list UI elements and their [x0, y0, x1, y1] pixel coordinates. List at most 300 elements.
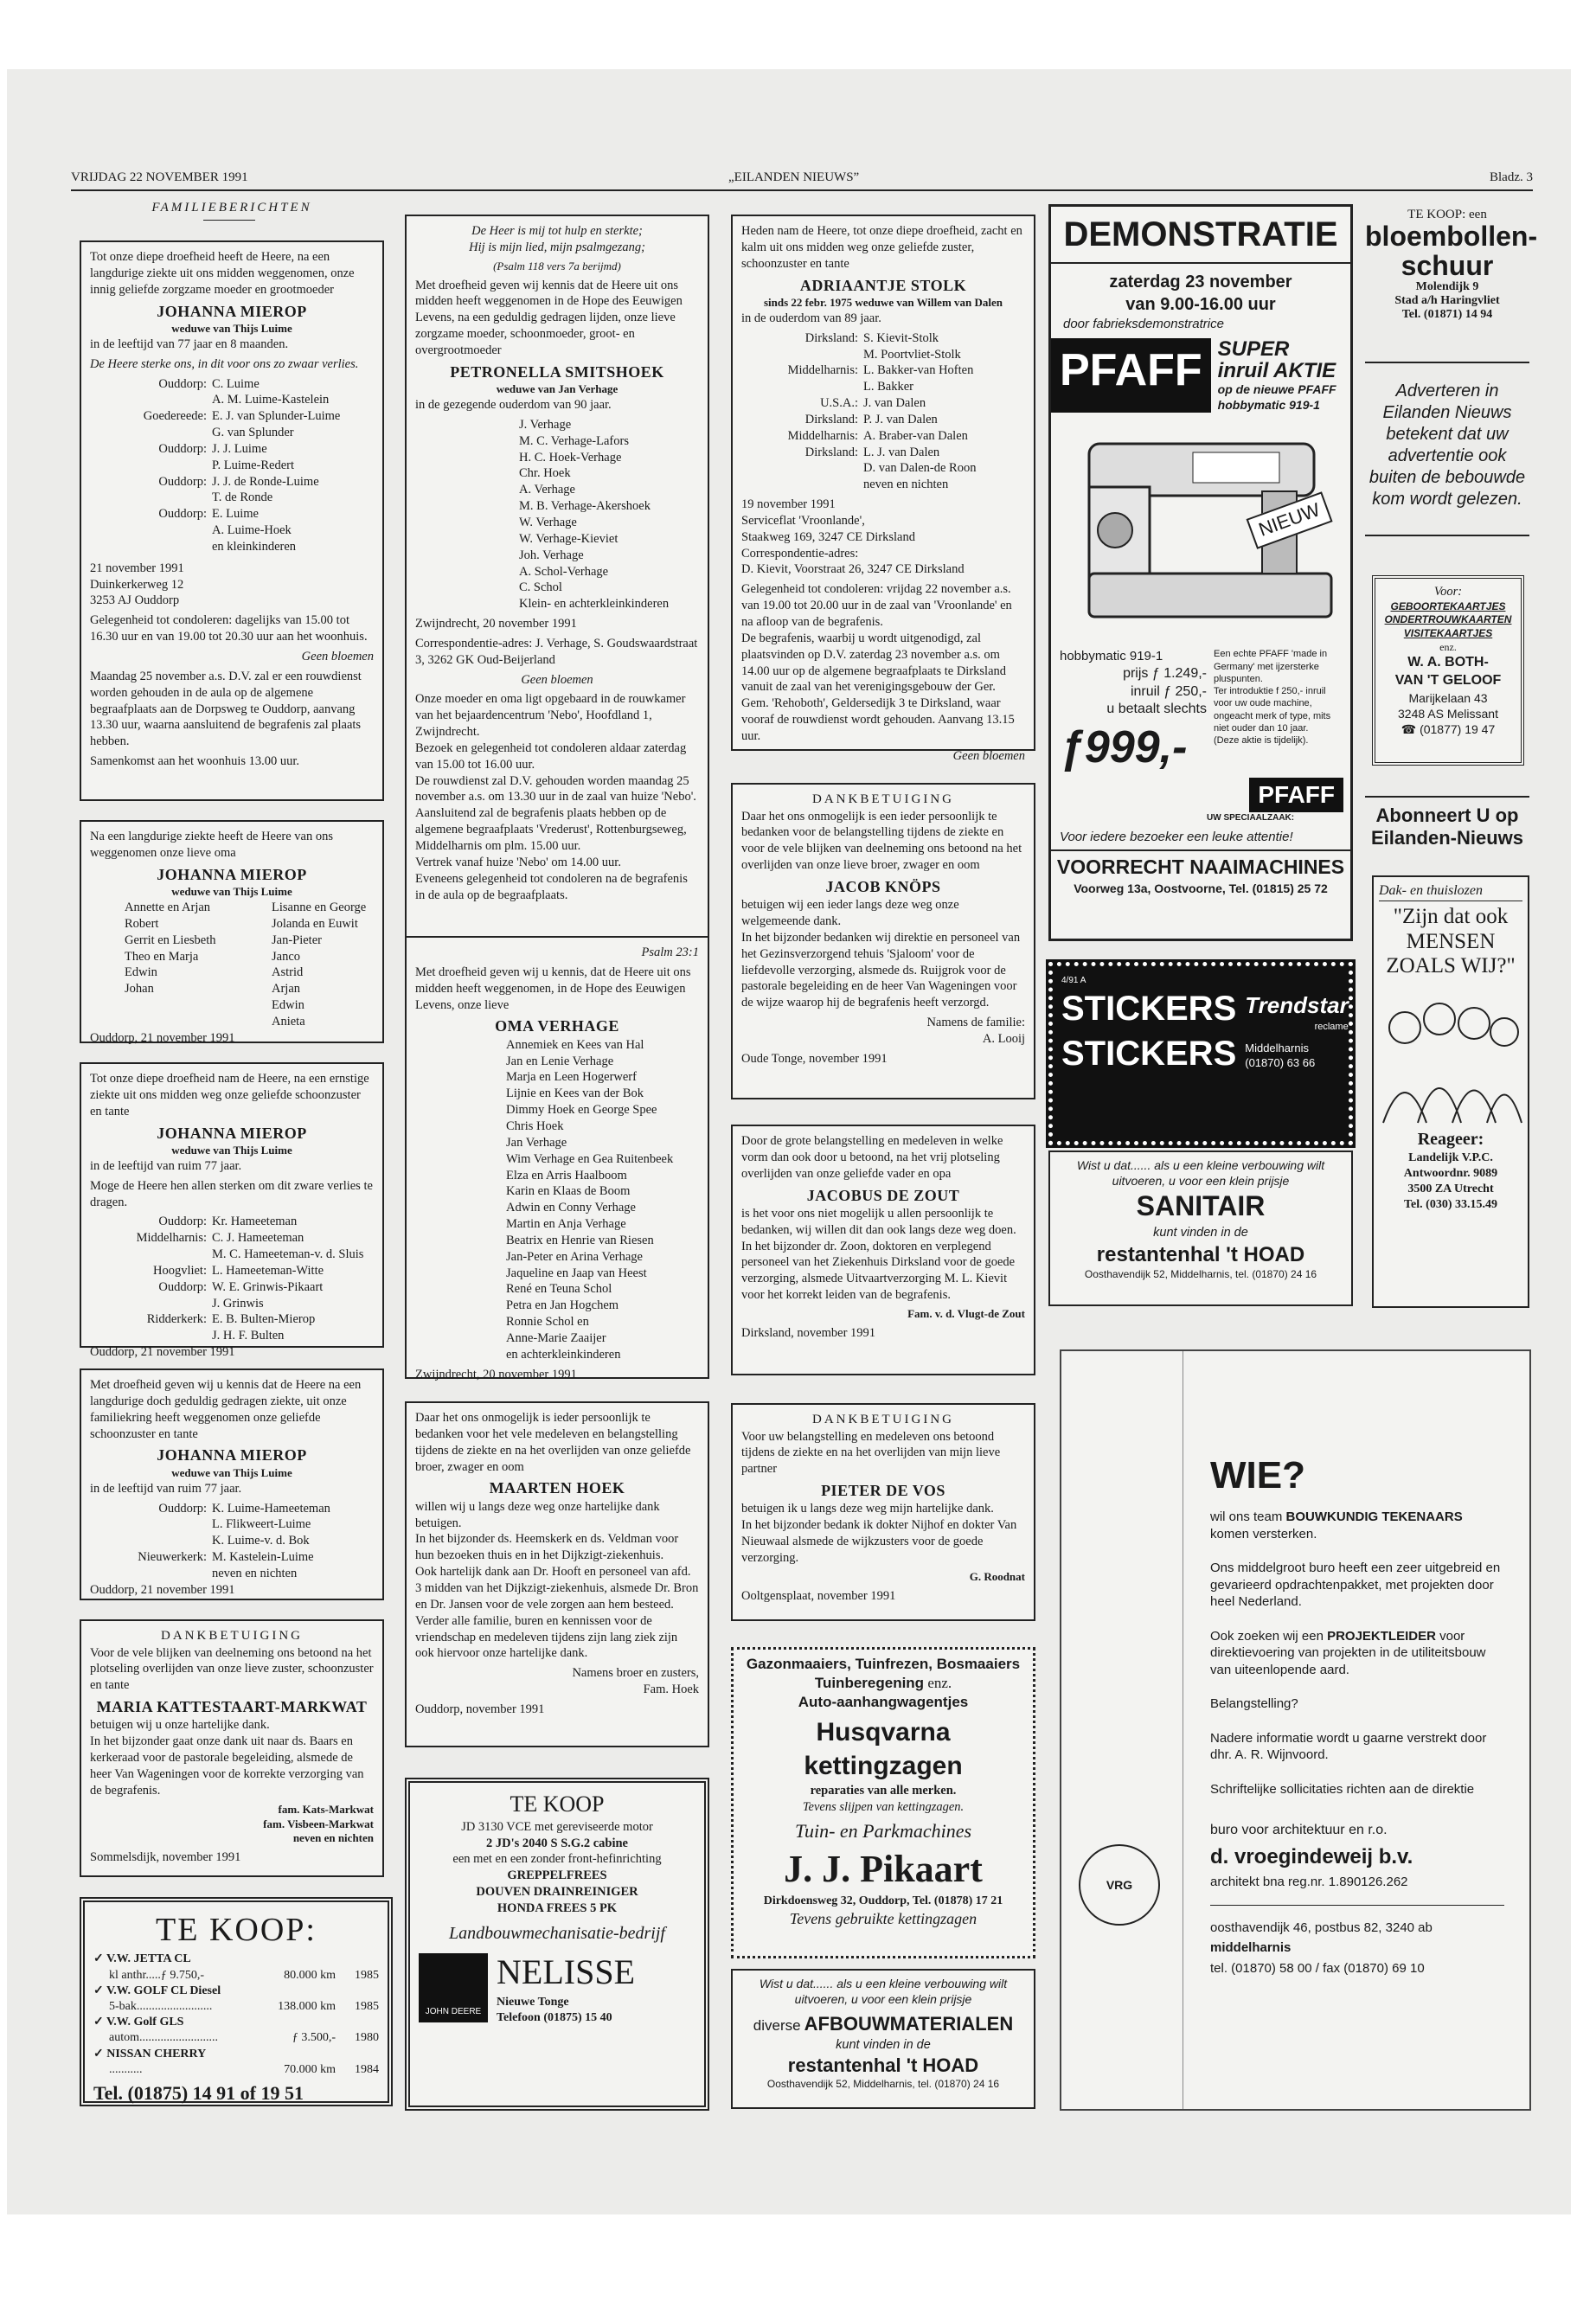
for-sale-cars — [80, 1897, 393, 2106]
family-place: Ouddorp: — [158, 1215, 207, 1229]
family-place: Ouddorp: — [158, 376, 207, 391]
family-names: L. Bakker-van Hoften — [863, 363, 974, 378]
family-row — [90, 1230, 374, 1247]
car-name: ✓ V.W. JETTA CL — [93, 1952, 191, 1966]
acknowledgement-knops — [731, 783, 1035, 1099]
price: ƒ999,- — [1060, 722, 1188, 773]
family-row — [90, 490, 374, 506]
shop-address: Voorweg 13a, Oostvoorne, Tel. (01815) 25 72 — [1074, 881, 1328, 895]
flowers-note: Geen bloemen — [952, 748, 1025, 763]
verse-ref: (Psalm 118 vers 7a berijmd) — [493, 259, 621, 272]
family-row — [90, 408, 374, 425]
car-km: 80.000 km — [284, 1968, 336, 1982]
buro-phone: tel. (01870) 58 00 / fax (01870) 69 10 — [1210, 1960, 1425, 1976]
family-names: M. Kastelein-Luime — [212, 1550, 314, 1565]
find-line: kunt vinden in de — [836, 2037, 931, 2052]
obituary-stolk — [731, 215, 1035, 763]
intro: Daar het ons onmogelijk is ieder persoonlijk te bedanken voor het vele medeleven en belangstelling tijdens de ziekte en na het overlijden van onze geliefde broer, zwager en oom — [415, 1411, 691, 1474]
signature: Namens de familie: A. Looij — [926, 1016, 1025, 1047]
pfaff-logo-2: PFAFF — [1249, 778, 1343, 812]
family-names: J. H. F. Bulten — [212, 1329, 285, 1343]
signature: Namens broer en zusters, Fam. Hoek — [572, 1666, 699, 1697]
family-list — [90, 1501, 374, 1582]
car-km: 70.000 km — [284, 2062, 336, 2076]
super-inruil: SUPER inruil AKTIE — [1217, 336, 1336, 382]
pikaart-ad — [731, 1647, 1035, 1958]
family-names: M. Poortvliet-Stolk — [863, 347, 961, 362]
company-name: J. J. Pikaart — [784, 1847, 983, 1890]
family-names: C. J. Hameeteman — [212, 1231, 304, 1246]
products-line-3: Auto-aanhangwagentjes — [798, 1694, 969, 1711]
wie-interest: Belangstelling? — [1210, 1696, 1298, 1712]
wie-line1a: wil ons team — [1210, 1509, 1283, 1525]
family-place: Dirksland: — [804, 330, 858, 345]
obituary-mierop-3 — [80, 1062, 384, 1360]
family-row — [741, 330, 1025, 347]
advertise-promo: Adverteren in Eilanden Nieuws betekent dat uw advertentie ook buiten de bebouwde kom wordt gelezen. — [1365, 381, 1529, 536]
car-item — [93, 1952, 379, 1983]
wie-role-2: PROJEKTLEIDER — [1327, 1628, 1436, 1644]
address: 21 november 1991 Duinkerkerweg 12 3253 AJ Ouddorp — [90, 561, 184, 608]
family-row — [90, 506, 374, 522]
age: in de leeftijd van ruim 77 jaar. — [90, 1158, 242, 1173]
family-names: neven en nichten — [212, 1566, 298, 1580]
family-names: J. Grinwis — [212, 1296, 264, 1311]
family-place — [90, 1247, 212, 1263]
ack-title: DANKBETUIGING — [161, 1629, 303, 1643]
family-row — [90, 1549, 374, 1566]
body: Onze moeder en oma ligt opgebaard in de rouwkamer van het bejaardencentrum 'Nebo', Hoofdland 1, Zwijndrecht. Bezoek en gelegenheid tot condoleren aldaar zaterdag van 15.00 tot 16.00 uur. De rouwdienst zal D.V. gehouden worden maandag 25 november a.s. om 13.30 uur in de zaal van huize 'Nebo'. Aansluitend zal de begrafenis plaats hebben op de algemene begraafplaats 'Vrederust', Rottenburgseweg, Middelharnis om plm. 15.00 uur. Vertrek vanaf huize 'Nebo' om 14.00 uur. Eveneens gelegenheid tot condoleren na de begrafenis in de aula op de begraafplaats. — [415, 692, 696, 902]
intro: Wist u dat...... als u een kleine verbouwing wilt uitvoeren, u voor een klein prijsje — [759, 1977, 1008, 2007]
family-row — [90, 392, 374, 408]
acknowledgement-hoek — [405, 1401, 709, 1747]
grandchildren-left: Annette en Arjan Robert Gerrit en Liesbeth Theo en Marja Edwin Johan — [125, 900, 216, 997]
family-place — [90, 392, 212, 408]
page-header — [71, 170, 1533, 191]
car-detail: kl anthr.....ƒ 9.750,- — [109, 1968, 205, 1982]
family-names: K. Luime-v. d. Bok — [212, 1534, 310, 1548]
family-row — [90, 539, 374, 555]
section-title: FAMILIEBERICHTEN — [151, 201, 312, 215]
acknowledgement-de-zout — [731, 1125, 1035, 1375]
products-line: Gazonmaaiers, Tuinfrezen, Bosmaaiers — [746, 1656, 1021, 1672]
car-detail: ........... — [109, 2062, 143, 2076]
car-item — [93, 1984, 379, 2015]
products-line-2-suffix: enz. — [927, 1675, 952, 1692]
wie-apply: Schriftelijke sollicitaties richten aan de direktie — [1210, 1781, 1475, 1797]
footer: Ouddorp, 21 november 1991 — [90, 1345, 235, 1360]
ack-title: DANKBETUIGING — [812, 1413, 954, 1426]
car-year: 1985 — [355, 1968, 379, 1982]
brand-line: Husqvarna kettingzagen — [804, 1718, 963, 1781]
family-place: Hoogvliet: — [152, 1263, 207, 1278]
offer-details: Een echte PFAFF 'made in Germany' met ijzersterke pluspunten. Ter introduktie f 250,- inruil voor uw oude machine, ongeacht merk of type, mits niet ouder dan 10 jaar. (Deze aktie is tijdelijk). — [1214, 649, 1331, 747]
wie-paragraph-2: Ons middelgroot buro heeft een zeer uitgebreid en gevarieerd opdrachtenpakket, met projekten door heel Nederland. — [1210, 1561, 1501, 1610]
wie-line3c: voor direktievoering van projekten in de utiliteitsbouw van uiteenlopende aard. — [1210, 1628, 1486, 1677]
deceased-name: JACOBUS DE ZOUT — [806, 1186, 960, 1204]
age: in de gezegende ouderdom van 90 jaar. — [415, 398, 612, 413]
logo-panel — [1061, 1351, 1183, 2109]
age: in de leeftijd van 77 jaar en 8 maanden. — [90, 336, 289, 351]
signature: G. Roodnat — [969, 1569, 1025, 1583]
for-sale: TE KOOP: een — [1407, 208, 1487, 221]
buro-name: d. vroegindeweij b.v. — [1210, 1844, 1413, 1868]
family-place: Ouddorp: — [158, 441, 207, 456]
find-line: kunt vinden in de — [1153, 1225, 1248, 1240]
verse: Psalm 23:1 — [641, 945, 699, 959]
intro: Met droefheid geven wij kennis dat de Heere uit ons midden heeft weggenomen in de Hope des Eeuwigen Levens, na een geduldig gedragen lijden, onze lieve zorgzame moeder, schoonmoeder, groot- en overgrootmoeder — [415, 278, 683, 357]
bulb-shed-ad — [1365, 208, 1538, 363]
family-place — [90, 458, 212, 474]
family-place: Dirksland: — [804, 412, 858, 426]
divider — [203, 220, 255, 221]
buro-type: buro voor architektuur en r.o. — [1210, 1823, 1388, 1838]
family-list — [90, 1214, 374, 1344]
product: SANITAIR — [1136, 1190, 1266, 1222]
homeless-quote: "Zijn dat ook MENSEN ZOALS WIJ?" — [1386, 904, 1516, 978]
family-names: W. E. Grinwis-Pikaart — [212, 1279, 324, 1294]
for-sale-title: TE KOOP: — [156, 1912, 317, 1948]
deceased-name: JACOB KNÖPS — [825, 877, 941, 895]
family-row — [90, 1501, 374, 1517]
family-names: J. J. de Ronde-Luime — [212, 474, 319, 489]
family-place — [90, 1533, 212, 1549]
etc: enz. — [1439, 640, 1457, 653]
model-name: hobbymatic 919-1 — [1060, 649, 1163, 664]
car-name: ✓ V.W. GOLF CL Diesel — [93, 1984, 221, 1997]
correspondence: Correspondentie-adres: J. Verhage, S. Goudswaardstraat 3, 3262 GK Oud-Beijerland — [415, 636, 698, 667]
for-label: Voor: — [1433, 585, 1463, 599]
trendstar-stickers-ad — [1048, 962, 1353, 1145]
family-row — [741, 347, 1025, 363]
family-names: M. C. Hameeteman-v. d. Sluis — [212, 1247, 364, 1262]
family-row — [90, 1533, 374, 1549]
intro: Wist u dat...... als u een kleine verbouwing wilt uitvoeren, u voor een klein prijsje — [1076, 1158, 1325, 1189]
company-address: Nieuwe Tonge Telefoon (01875) 15 40 — [497, 1995, 612, 2025]
company-type: Landbouwmechanisatie-bedrijf — [449, 1923, 665, 1943]
buro-registration: architekt bna reg.nr. 1.890126.262 — [1210, 1875, 1408, 1890]
family-names: A. M. Luime-Kastelein — [212, 393, 330, 407]
both-printing-ad — [1372, 575, 1524, 766]
trendstar-sub: reclame — [1314, 1021, 1349, 1032]
specialist-label: UW SPECIAALZAAK: — [1207, 813, 1295, 824]
footer: Oude Tonge, november 1991 — [741, 1051, 888, 1066]
nieuw-badge: NIEUW — [1246, 491, 1332, 548]
family-row — [90, 1214, 374, 1230]
family-place — [90, 425, 212, 441]
widow-of: weduwe van Jan Verhage — [496, 382, 619, 396]
car-list — [93, 1952, 379, 2078]
family-row — [90, 458, 374, 474]
car-detail: autom.......................... — [109, 2031, 218, 2045]
logo-text: JOHN DEERE — [425, 2007, 482, 2017]
family-list: J. Verhage M. C. Verhage-Lafors H. C. Hoek-Verhage Chr. Hoek A. Verhage M. B. Verhage-Akershoek W. Verhage W. Verhage-Kieviet Joh. Verhage A. Schol-Verhage C. Schol Klein- en achterkleinkinderen — [519, 417, 670, 612]
company-name: NELISSE — [497, 1952, 635, 1991]
deceased-name: JOHANNA MIEROP — [157, 302, 307, 320]
body: Gelegenheid tot condoleren: vrijdag 22 november a.s. van 19.00 tot 20.00 uur in de zaal van 'Vroonlande' en na afloop van de begrafenis. De begrafenis, waarbij u wordt uitgenodigd, zal plaatsvinden op D.V. zaterdag 23 november a.s. om 14.00 uur op de algemene begraafplaats te Dirksland vanuit de zaal van het verenigingsgebouw der Ger. Gem. 'Rehoboth', Geldersedijk 3 te Dirksland, waar vooraf de rouwdienst wordt gehouden. Aanvang 13.15 uur. — [741, 582, 1015, 743]
family-names: T. de Ronde — [212, 490, 273, 505]
family-place: Dirksland: — [804, 445, 858, 459]
deceased-name: PETRONELLA SMITSHOEK — [450, 362, 664, 381]
family-names: C. Luime — [212, 376, 260, 391]
car-year: 1984 — [355, 2062, 379, 2076]
printer-address: Marijkelaan 43 3248 AS Melissant — [1398, 690, 1498, 721]
acknowledgement-kattestaart — [80, 1619, 384, 1877]
family-names: L. Bakker — [863, 380, 913, 394]
family-row — [90, 1263, 374, 1279]
verse: De Heer is mij tot hulp en sterkte; Hij is mijn lied, mijn psalmgezang; — [469, 224, 645, 254]
pfaff-demo-ad — [1048, 204, 1353, 941]
deceased-name: MARIA KATTESTAART-MARKWAT — [96, 1698, 368, 1716]
family-list — [90, 376, 374, 555]
hoad-afbouw-ad — [731, 1969, 1035, 2109]
family-place: U.S.A.: — [820, 396, 858, 411]
car-year: 1980 — [355, 2031, 379, 2045]
obituary-oma-verhage — [405, 936, 709, 1379]
stickers-line-2: STICKERS — [1061, 1035, 1237, 1073]
family-place — [741, 379, 863, 395]
family-names: Kr. Hameeteman — [212, 1215, 298, 1229]
deceased-name: JOHANNA MIEROP — [157, 1446, 307, 1465]
funeral: Maandag 25 november a.s. D.V. zal er een rouwdienst worden gehouden in de aula op de algemene begraafplaats aan de Dorpsweg te Ouddorp, aanvang 13.30 uur, waarna aansluitend de begrafenis zal plaats hebben. — [90, 669, 362, 749]
family-place: Ouddorp: — [158, 507, 207, 522]
header-page-number: Bladz. 3 — [1490, 170, 1533, 184]
company-address: Dirkdoensweg 32, Ouddorp, Tel. (01878) 17 21 — [763, 1894, 1003, 1907]
date: Zwijndrecht, 20 november 1991 — [415, 617, 577, 631]
family-place: Goedereede: — [143, 409, 207, 424]
family-names: A. Braber-van Dalen — [863, 428, 968, 443]
intro: Door de grote belangstelling en medeleven in welke vorm dan ook door u betoond, na het vrij plotseling overlijden van onze geliefde vader en opa — [741, 1134, 1003, 1181]
deceased-name: PIETER DE VOS — [821, 1482, 945, 1500]
family-row — [90, 1311, 374, 1328]
machine-line: 2 JD's 2040 S S.G.2 cabine — [486, 1836, 628, 1850]
wie-info: Nadere informatie wordt u gaarne verstrekt door dhr. A. R. Wijnvoord. — [1210, 1730, 1487, 1763]
signature: Fam. v. d. Vlugt-de Zout — [907, 1306, 1025, 1320]
people-illustration-icon — [1379, 984, 1524, 1123]
body: is het voor ons niet mogelijk u allen persoonlijk te bedanken, wij willen dit dan ook langs deze weg doen. In het bijzonder dr. Zoon, doktoren en verplegend personeel van het Ziekenhuis Dirksland voor de goede verzorging, alsmede Uitvaartverzorging M. L. Kievit voor het korrekt leiden van de begrafenis. — [741, 1206, 1016, 1303]
condolence: Gelegenheid tot condoleren: dagelijks van 15.00 tot 16.30 uur en van 19.00 tot 20.30 uur aan het woonhuis. — [90, 613, 368, 644]
intro: Daar het ons onmogelijk is een ieder persoonlijk te bedanken voor de belangstelling tijdens de ziekte en voor de vele blijken van deelneming ons betoond na het overlijden van onze lieve broer, zwager en oom — [741, 809, 1022, 873]
shop-name: restantenhal 't HOAD — [787, 2054, 979, 2076]
machine-line: DOUVEN DRAINREINIGER — [476, 1885, 638, 1900]
family-row — [741, 477, 1025, 493]
car-km: 138.000 km — [278, 1999, 336, 2013]
trendstar-logo: Trendstar — [1245, 992, 1349, 1019]
deceased-name: OMA VERHAGE — [495, 1017, 619, 1035]
family-row — [90, 441, 374, 458]
verse: De Heere sterke ons, in dit voor ons zo zwaar verlies. — [90, 356, 359, 371]
family-names: L. J. van Dalen — [863, 445, 940, 459]
family-names: P. J. van Dalen — [863, 412, 938, 426]
family-names: D. van Dalen-de Roon — [863, 461, 977, 476]
family-names: E. B. Bulten-Mierop — [212, 1312, 316, 1327]
demo-title: DEMONSTRATIE — [1051, 207, 1350, 264]
family-row — [741, 460, 1025, 477]
signature: fam. Kats-Markwat fam. Visbeen-Markwat neven en nichten — [263, 1802, 374, 1845]
family-place — [90, 539, 212, 555]
printer-name: W. A. BOTH- VAN 'T GELOOF — [1394, 655, 1502, 689]
shop-name: VOORRECHT NAAIMACHINES — [1051, 849, 1350, 881]
deceased-name: JOHANNA MIEROP — [157, 1124, 307, 1142]
printer-phone: ☎ (01877) 19 47 — [1401, 722, 1496, 737]
offer-model: op de nieuwe PFAFF hobbymatic 919-1 — [1217, 381, 1336, 413]
family-names: J. J. Luime — [212, 441, 267, 456]
intro: Met droefheid geven wij u kennis, dat de Heere uit ons midden heeft weggenomen, in de Hope des Eeuwigen Levens, onze lieve — [415, 965, 691, 1012]
family-place: Ouddorp: — [158, 1501, 207, 1516]
shop-address: Oosthavendijk 52, Middelharnis, tel. (01870) 24 16 — [1084, 1268, 1317, 1280]
obituary-mierop-4 — [80, 1368, 384, 1600]
intro: Tot onze diepe droefheid nam de Heere, na een ernstige ziekte uit ons midden weg onze geliefde schoonzuster en tante — [90, 1072, 369, 1118]
family-list: Annemiek en Kees van Hal Jan en Lenie Verhage Marja en Leen Hogerwerf Lijnie en Kees van der Bok Dimmy Hoek en George Spee Chris Hoek Jan Verhage Wim Verhage en Gea Ruitenbeek Elza en Arris Haalboom Karin en Klaas de Boom Adwin en Conny Verhage Martin en Anja Verhage Beatrix en Henrie van Riesen Jan-Peter en Arina Verhage Jaqueline en Jaap van Heest René en Teuna Schol Petra en Jan Hogchem Ronnie Schol en Anne-Marie Zaaijer en achterkleinkinderen — [506, 1037, 674, 1362]
product: AFBOUWMATERIALEN — [804, 2013, 1014, 2035]
card-types: GEBOORTEKAARTJES ONDERTROUWKAARTEN VISITEKAARTJES — [1384, 599, 1512, 640]
family-place: Middelharnis: — [136, 1231, 207, 1246]
ack-title: DANKBETUIGING — [812, 792, 954, 806]
body: willen wij u langs deze weg onze hartelijke dank betuigen. In het bijzonder ds. Heemskerk en ds. Veldman voor hun bezoeken thuis en in het Dijkzigt-ziekenhuis. Ook hartelijk dank aan Dr. Hooft en personeel van afd. 3 midden van het Dijkzigt-ziekenhuis, alsmede Dr. Bron en Dr. Jansen voor de vele zorgen aan hem besteed. Verder alle familie, buren en kennissen voor de vriendschap en medeleven tijdens zijn lang ziek zijn ook hiervoor onze hartelijke dank. — [415, 1499, 699, 1661]
sewing-machine-image — [1063, 418, 1338, 643]
john-deere-logo — [419, 1953, 488, 2022]
header-paper-name: „EILANDEN NIEUWS” — [728, 170, 860, 184]
car-item — [93, 2015, 379, 2046]
family-row — [741, 395, 1025, 412]
footer: Ouddorp, november 1991 — [415, 1702, 545, 1716]
demo-date: zaterdag 23 november van 9.00-16.00 uur — [1109, 272, 1292, 314]
header-date: VRIJDAG 22 NOVEMBER 1991 — [71, 170, 248, 184]
family-row — [90, 1247, 374, 1263]
acknowledgement-de-vos — [731, 1403, 1035, 1621]
family-names: P. Luime-Redert — [212, 458, 295, 472]
family-row — [90, 474, 374, 490]
grandchildren-right: Lisanne en George Jolanda en Euwit Jan-Pieter Janco Astrid Arjan Edwin Anieta — [272, 900, 367, 1029]
car-year: 1985 — [355, 1999, 379, 2013]
family-row — [90, 522, 374, 539]
family-names: K. Luime-Hameeteman — [212, 1501, 330, 1516]
family-names: L. Flikweert-Luime — [212, 1517, 311, 1532]
family-row — [90, 1328, 374, 1344]
footer: Ouddorp, 21 november 1991 — [90, 1030, 235, 1045]
react-label: Reageer: — [1417, 1129, 1484, 1149]
family-place — [90, 1296, 212, 1312]
family-place — [741, 347, 863, 363]
machine-line: GREPPELFREES — [507, 1868, 607, 1883]
family-names: L. Hameeteman-Witte — [212, 1263, 324, 1278]
family-row — [90, 376, 374, 393]
body: betuigen wij u onze hartelijke dank. In het bijzonder gaat onze dank uit naar ds. Baars en kerkeraad voor de pastorale begeleiding, alsmede de heer Van Wageningen voor de korrekte verzorging van de begrafenis. — [90, 1718, 364, 1798]
age: in de ouderdom van 89 jaar. — [741, 311, 881, 325]
widow-of: sinds 22 febr. 1975 weduwe van Willem van Dalen — [763, 295, 1003, 309]
family-place: Nieuwerkerk: — [138, 1550, 207, 1565]
flowers-note: Geen bloemen — [521, 672, 593, 687]
family-row — [741, 362, 1025, 379]
family-row — [741, 412, 1025, 428]
family-place — [741, 477, 863, 493]
family-place — [741, 460, 863, 477]
address: Molendijk 9 Stad a/h Haringvliet Tel. (01871) 14 94 — [1394, 280, 1500, 322]
intro: Tot onze diepe droefheid heeft de Heere, na een langdurige ziekte uit ons midden weggenomen, onze innig geliefde zorgzame moeder en grootmoeder — [90, 250, 355, 297]
family-place — [90, 1566, 212, 1582]
family-names: neven en nichten — [863, 478, 949, 492]
homeless-ad — [1372, 875, 1529, 1308]
family-row — [741, 445, 1025, 461]
price-breakdown: prijs ƒ 1.249,- inruil ƒ 250,- u betaalt slechts — [1106, 665, 1207, 717]
family-row — [90, 425, 374, 441]
obituary-mierop-1 — [80, 240, 384, 801]
footer: Zwijndrecht, 20 november 1991 — [415, 1367, 577, 1381]
family-place: Middelharnis: — [787, 428, 858, 443]
repairs: reparaties van alle merken. — [810, 1784, 957, 1798]
architect-vacancy-ad — [1060, 1349, 1531, 2111]
intro: Heden nam de Heere, tot onze diepe droefheid, zacht en kalm uit ons midden weg onze geliefde zuster, schoonzuster en tante — [741, 224, 1022, 271]
car-km: ƒ 3.500,- — [292, 2031, 336, 2045]
hoad-sanitair-ad — [1048, 1150, 1353, 1306]
deceased-name: JOHANNA MIEROP — [157, 865, 307, 883]
family-row — [741, 379, 1025, 395]
family-row — [90, 1516, 374, 1533]
address: 19 november 1991 Serviceflat 'Vroonlande', Staakweg 169, 3247 CE Dirksland Correspondentie-adres: D. Kievit, Voorstraat 26, 3247 CE Dirksland — [741, 497, 965, 577]
footer: Sommelsdijk, november 1991 — [90, 1850, 241, 1865]
divider — [1210, 1905, 1504, 1906]
wie-line3a: Ook zoeken wij een — [1210, 1628, 1324, 1644]
react-address: Landelijk V.P.C. Antwoordnr. 9089 3500 ZA Utrecht Tel. (030) 33.15.49 — [1403, 1150, 1498, 1212]
wie-line1c: komen versterken. — [1210, 1526, 1317, 1541]
stickers-line-1: STICKERS — [1061, 990, 1237, 1028]
demo-sub: door fabrieksdemonstratrice — [1063, 317, 1224, 331]
machine-line: een met en een zonder front-hefinrichting — [452, 1852, 662, 1867]
subscribe-promo: Abonneert U op Eilanden-Nieuws — [1365, 796, 1529, 865]
visitor-gift: Voor iedere bezoeker een leuke attentie! — [1060, 830, 1293, 845]
homeless-title: Dak- en thuislozen — [1379, 882, 1522, 901]
family-names: G. van Splunder — [212, 426, 294, 440]
wie-role-1: BOUWKUNDIG TEKENAARS — [1285, 1509, 1463, 1525]
obituary-mierop-2 — [80, 820, 384, 1043]
family-place — [90, 490, 212, 506]
family-names: J. van Dalen — [863, 396, 926, 411]
family-row — [90, 1279, 374, 1296]
machine-line: JD 3130 VCE met gereviseerde motor — [461, 1819, 653, 1834]
family-names: E. J. van Splunder-Luime — [212, 409, 341, 424]
body: betuigen ik u langs deze weg mijn hartelijke dank. In het bijzonder bedank ik dokter Nijhof en dokter Van Nieuwaal alsmede de wijkzusters voor de goede verzorging. — [741, 1502, 1017, 1565]
pfaff-logo: PFAFF — [1051, 338, 1211, 413]
for-sale-title: TE KOOP — [510, 1791, 605, 1817]
buro-address: oosthavendijk 46, postbus 82, 3240 ab — [1210, 1920, 1433, 1935]
family-names: E. Luime — [212, 507, 259, 522]
age: in de leeftijd van ruim 77 jaar. — [90, 1481, 242, 1496]
footer: Ooltgensplaat, november 1991 — [741, 1588, 896, 1603]
shop-name: restantenhal 't HOAD — [1096, 1242, 1305, 1266]
tagline: Tuin- en Parkmachines — [794, 1819, 972, 1842]
products-line-2: Tuinberegening — [814, 1675, 925, 1692]
phone: Tel. (01875) 14 91 of 19 51 — [93, 2081, 304, 2104]
sharpening: Tevens slijpen van kettingzagen. — [802, 1800, 965, 1815]
used-chainsaws: Tevens gebruikte kettingzagen — [789, 1909, 977, 1927]
family-row — [90, 1296, 374, 1312]
shop-address: Oosthavendijk 52, Middelharnis, tel. (01870) 24 16 — [766, 2078, 1000, 2091]
family-place: Ridderkerk: — [146, 1312, 207, 1327]
intro: Na een langdurige ziekte heeft de Heere van ons weggenomen onze lieve oma — [90, 830, 334, 860]
family-place: Ouddorp: — [158, 1279, 207, 1294]
car-detail: 5-bak......................... — [109, 1999, 213, 2013]
intro: Voor de vele blijken van deelneming ons betoond na het plotseling overlijden van onze lieve zuster, schoonzuster en tante — [90, 1645, 374, 1693]
family-names: A. Luime-Hoek — [212, 523, 292, 538]
widow-of: weduwe van Thijs Luime — [171, 885, 292, 899]
verse: Moge de Heere hen allen sterken om dit zware verlies te dragen. — [90, 1178, 373, 1209]
car-name: ✓ V.W. Golf GLS — [93, 2016, 184, 2029]
deceased-name: ADRIAANTJE STOLK — [799, 276, 967, 294]
obituary-smitshoek — [405, 215, 709, 950]
flowers-note: Geen bloemen — [301, 650, 374, 663]
family-row — [90, 1566, 374, 1582]
family-row — [741, 428, 1025, 445]
